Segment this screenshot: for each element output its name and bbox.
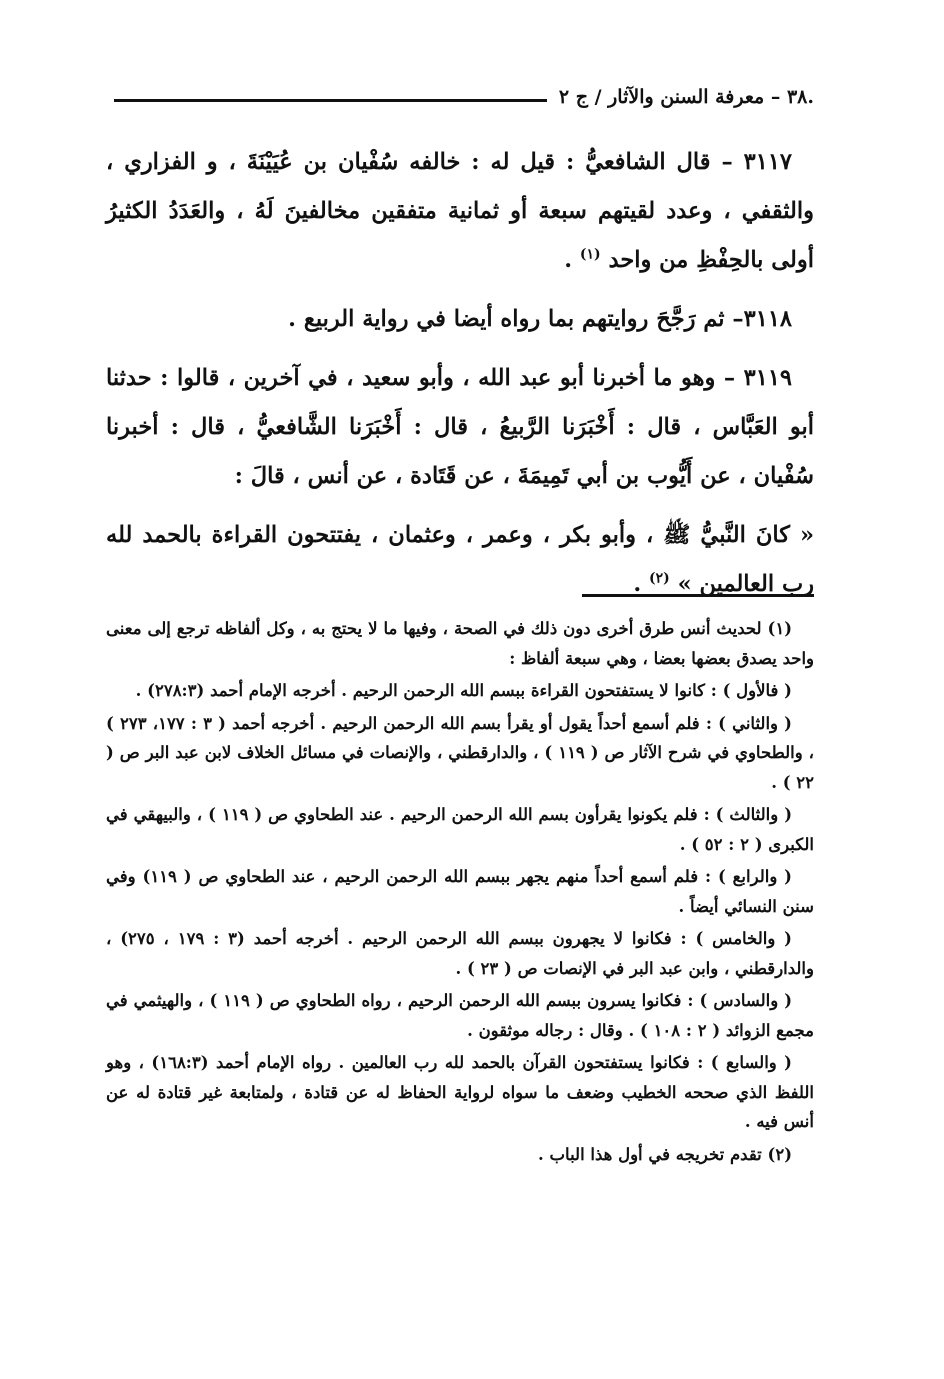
running-header [114, 82, 814, 112]
footnote-separator [582, 594, 814, 597]
main-text [106, 138, 814, 619]
footnote-1-variant-1: ( فالأول ) : كانوا لا يستفتحون القراءة ببسم الله الرحمن الرحيم . أخرجه الإمام أحمد (٢٧٨:٣) . [135, 681, 792, 700]
footnote-ref-2[interactable]: (٢) [649, 570, 670, 587]
paragraph-text: ٣١١٩ – وهو ما أخبرنا أبو عبد الله ، وأبو سعيد ، في آخرين ، قالوا : حدثنا أبو العَبَّاس ، قال : أَخْبَرَنا الرَّبيعُ ، قال : أَخْبَرَنا الشَّافعيُّ ، قال : أخبرنا سُفْيان ، عن أَيُّوب بن أبي تَمِيمَةَ ، عن قَتَادة ، عن أنس ، قالَ : [106, 365, 814, 489]
footnote-ref-1[interactable]: (١) [579, 246, 601, 263]
footnote-1: (١) لحديث أنس طرق أخرى دون ذلك في الصحة ، وفيها ما لا يحتج به ، وكل ألفاظه ترجع إلى معنى واحد يصدق بعضها بعضا ، وهي سبعة ألفاظ : [106, 619, 814, 668]
paragraph-text: ٣١١٨– ثم رَجَّحَ روايتهم بما رواه أيضا في رواية الربيع . [288, 306, 792, 332]
footnote-1-variant-2: ( والثاني ) : فلم أسمع أحداً يقول أو يقرأ بسم الله الرحمن الرحيم . أخرجه أحمد ( ٣ : ١٧٧، ٢٧٣ ) ، والطحاوي في شرح الآثار ص ( ١١٩ ) ، والدارقطني ، والإنصات في مسائل الخلاف لابن عبد البر ص ( ٢٢ ) . [106, 713, 814, 792]
footnote-1-variant-6: ( والسادس ) : فكانوا يسرون ببسم الله الرحمن الرحيم ، رواه الطحاوي ص ( ١١٩ ) ، والهيثمي في مجمع الزوائد ( ٢ : ١٠٨ ) . وقال : رجاله موثقون . [106, 991, 814, 1040]
paragraph-end: . [564, 247, 573, 273]
footnote-1-variant-7: ( والسابع ) : فكانوا يستفتحون القرآن بالحمد لله رب العالمين . رواه الإمام أحمد (١٦٨:٣) ، وهو اللفظ الذي صححه الخطيب وضعف ما سواه لرواية الحفاظ له عن قتادة ، ولمتابعة غير قتادة له عن أنس فيه . [106, 1053, 814, 1131]
paragraph-text: ٣١١٧ – قال الشافعيُّ : قيل له : خالفه سُفْيان بن عُيَيْنَةَ ، و الفزاري ، والثقفي ، وعدد لقيتهم سبعة أو ثمانية متفقين مخالفينَ لَهُ ، والعَدَدُ الكثيرُ أولى بالحِفْظِ من واحد [106, 149, 814, 273]
hadith-text: « كانَ النَّبيُّ ﷺ ، وأبو بكر ، وعمر ، وعثمان ، يفتتحون القراءة بالحمد لله رب العالمين » [106, 522, 815, 597]
footnote-1-variant-4: ( والرابع ) : فلم أسمع أحداً منهم يجهر ببسم الله الرحمن الرحيم ، عند الطحاوي ص ( ١١٩) وفي سنن النسائي أيضاً . [106, 867, 814, 916]
paragraph-3119 [106, 354, 814, 501]
running-title: .٣٨ – معرفة السنن والآثار / ج ٢ [558, 86, 814, 108]
paragraph-end: . [633, 571, 642, 597]
footnote-1-variant-5: ( والخامس ) : فكانوا لا يجهرون ببسم الله الرحمن الرحيم . أخرجه أحمد (٣ : ١٧٩ ، ٢٧٥) ، والدارقطني ، وابن عبد البر في الإنصات ص ( ٢٣ ) . [106, 929, 814, 978]
footnote-1-variant-3: ( والثالث ) : فلم يكونوا يقرأون بسم الله الرحمن الرحيم . عند الطحاوي ص ( ١١٩ ) ، والبيهقي في الكبرى ( ٢ : ٥٢ ) . [106, 805, 814, 854]
footnotes [106, 614, 814, 1172]
paragraph-3117 [106, 138, 814, 285]
paragraph-3118 [106, 295, 814, 344]
footnote-2: (٢) تقدم تخريجه في أول هذا الباب . [538, 1144, 792, 1164]
header-rule [114, 99, 547, 102]
